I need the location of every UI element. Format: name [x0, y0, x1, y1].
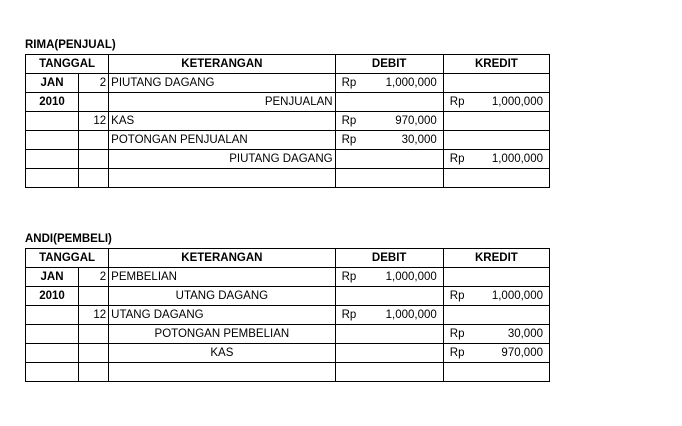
- table-row: [26, 131, 550, 150]
- table-row: [26, 93, 550, 112]
- day-cell: [79, 344, 109, 363]
- amount: 1,000,000: [491, 290, 543, 302]
- day-cell: [79, 325, 109, 344]
- journal-andi-pembeli: [25, 231, 550, 382]
- day-cell: 12: [79, 306, 109, 325]
- header-kredit: KREDIT: [443, 249, 549, 268]
- credit-cell: [443, 306, 549, 325]
- table-row: [26, 74, 550, 93]
- header-tanggal: TANGGAL: [26, 249, 109, 268]
- journal-table: [25, 54, 550, 188]
- credit-cell: [443, 131, 549, 150]
- journal-table: [25, 248, 550, 382]
- desc-cell: POTONGAN PENJUALAN: [109, 131, 335, 150]
- credit-cell: [443, 268, 549, 287]
- month-cell: JAN: [26, 74, 79, 93]
- credit-cell: [443, 325, 549, 344]
- month-cell: [26, 112, 79, 131]
- debit-cell: [335, 325, 443, 344]
- day-cell: [79, 287, 109, 306]
- journal-title: RIMA(PENJUAL): [25, 39, 116, 51]
- currency-label: Rp: [341, 309, 357, 321]
- amount: 970,000: [395, 115, 437, 127]
- currency-label: Rp: [449, 153, 465, 165]
- table-row: [26, 306, 550, 325]
- amount: 1,000,000: [385, 309, 437, 321]
- table-row: [26, 363, 550, 382]
- credit-cell: [443, 363, 549, 382]
- month-cell: [26, 131, 79, 150]
- header-tanggal: TANGGAL: [26, 55, 109, 74]
- amount: 1,000,000: [385, 77, 437, 89]
- desc-cell: [109, 363, 335, 382]
- currency-label: Rp: [449, 328, 465, 340]
- journal-rima-penjual: [25, 37, 550, 188]
- amount: 1,000,000: [491, 153, 543, 165]
- debit-cell: [335, 150, 443, 169]
- month-cell: [26, 169, 79, 188]
- debit-cell: [335, 268, 443, 287]
- debit-cell: [335, 363, 443, 382]
- header-debit: DEBIT: [335, 249, 443, 268]
- header-row: [26, 249, 550, 268]
- debit-cell: [335, 344, 443, 363]
- day-cell: 12: [79, 112, 109, 131]
- desc-cell: [109, 169, 335, 188]
- desc-cell: UTANG DAGANG: [109, 306, 335, 325]
- currency-label: Rp: [449, 96, 465, 108]
- desc-cell: PIUTANG DAGANG: [109, 74, 335, 93]
- currency-label: Rp: [341, 271, 357, 283]
- month-cell: [26, 306, 79, 325]
- desc-cell: PENJUALAN: [109, 93, 335, 112]
- desc-cell: POTONGAN PEMBELIAN: [109, 325, 335, 344]
- credit-cell: [443, 287, 549, 306]
- day-cell: [79, 93, 109, 112]
- month-cell: [26, 150, 79, 169]
- month-cell: 2010: [26, 287, 79, 306]
- debit-cell: [335, 93, 443, 112]
- debit-cell: [335, 112, 443, 131]
- debit-cell: [335, 169, 443, 188]
- day-cell: [79, 150, 109, 169]
- currency-label: Rp: [341, 115, 357, 127]
- month-cell: [26, 325, 79, 344]
- header-keterangan: KETERANGAN: [109, 249, 335, 268]
- table-row: [26, 112, 550, 131]
- table-row: [26, 287, 550, 306]
- credit-cell: [443, 93, 549, 112]
- currency-label: Rp: [341, 134, 357, 146]
- desc-cell: KAS: [109, 112, 335, 131]
- amount: 30,000: [507, 328, 543, 340]
- credit-cell: [443, 74, 549, 93]
- amount: 1,000,000: [385, 271, 437, 283]
- table-row: [26, 150, 550, 169]
- debit-cell: [335, 306, 443, 325]
- debit-cell: [335, 131, 443, 150]
- credit-cell: [443, 169, 549, 188]
- currency-label: Rp: [341, 77, 357, 89]
- amount: 30,000: [401, 134, 437, 146]
- header-kredit: KREDIT: [443, 55, 549, 74]
- day-cell: [79, 131, 109, 150]
- desc-cell: PEMBELIAN: [109, 268, 335, 287]
- desc-cell: PIUTANG DAGANG: [109, 150, 335, 169]
- month-cell: JAN: [26, 268, 79, 287]
- debit-cell: [335, 287, 443, 306]
- currency-label: Rp: [449, 347, 465, 359]
- desc-cell: KAS: [109, 344, 335, 363]
- month-cell: [26, 363, 79, 382]
- header-debit: DEBIT: [335, 55, 443, 74]
- day-cell: [79, 363, 109, 382]
- amount: 1,000,000: [491, 96, 543, 108]
- currency-label: Rp: [449, 290, 465, 302]
- header-row: [26, 55, 550, 74]
- credit-cell: [443, 344, 549, 363]
- credit-cell: [443, 112, 549, 131]
- header-keterangan: KETERANGAN: [109, 55, 335, 74]
- journal-title: ANDI(PEMBELI): [25, 233, 112, 245]
- month-cell: 2010: [26, 93, 79, 112]
- table-row: [26, 268, 550, 287]
- debit-cell: [335, 74, 443, 93]
- credit-cell: [443, 150, 549, 169]
- day-cell: 2: [79, 268, 109, 287]
- month-cell: [26, 344, 79, 363]
- day-cell: 2: [79, 74, 109, 93]
- table-row: [26, 325, 550, 344]
- day-cell: [79, 169, 109, 188]
- table-row: [26, 169, 550, 188]
- desc-cell: UTANG DAGANG: [109, 287, 335, 306]
- amount: 970,000: [501, 347, 543, 359]
- table-row: [26, 344, 550, 363]
